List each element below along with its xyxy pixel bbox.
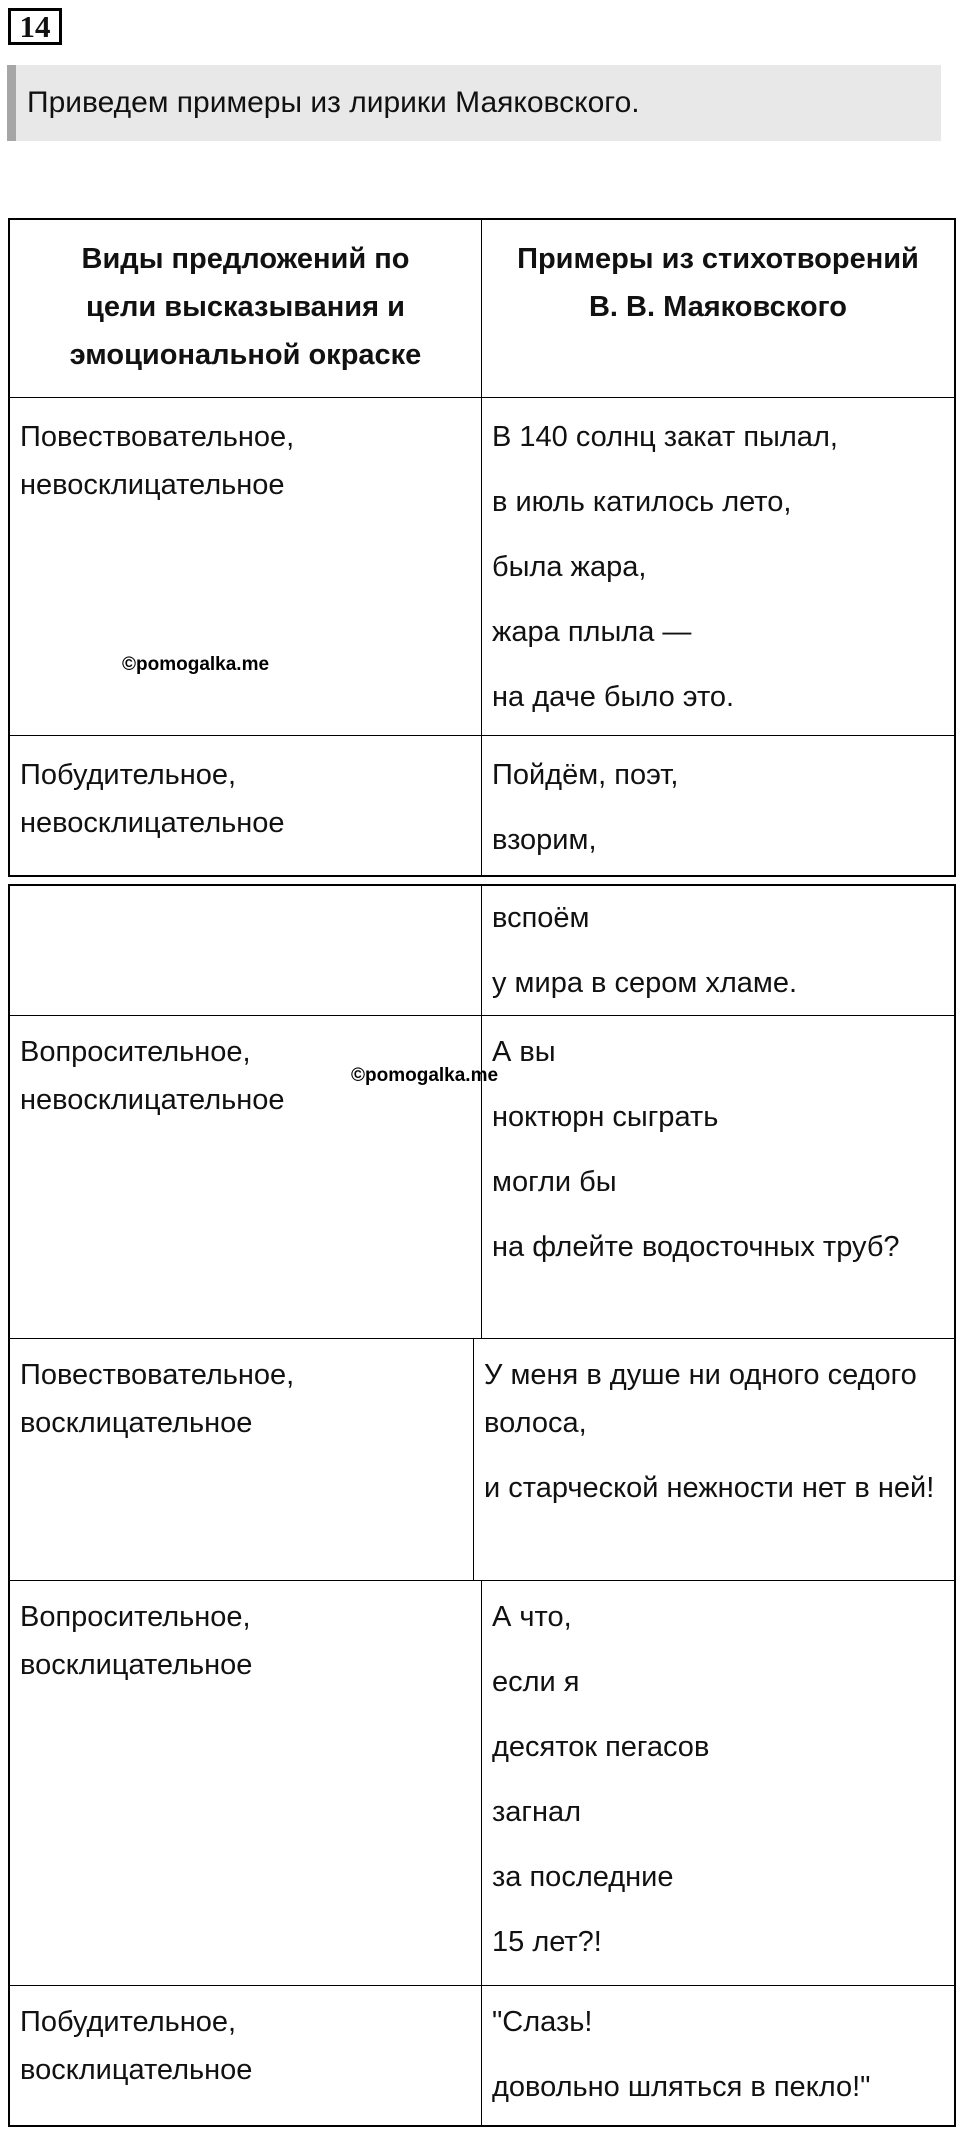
example-cell: [482, 1016, 954, 1338]
table-row: [10, 1985, 954, 2125]
sentence-type-line: невосклицательное: [20, 1084, 285, 1116]
poem-line: Пойдём, поэт,: [492, 759, 679, 791]
intro-callout: [7, 65, 941, 141]
poem-line: В 140 солнц закат пылал,: [492, 421, 838, 453]
example-cell: [482, 398, 954, 735]
sentence-type-line: восклицательное: [20, 1407, 253, 1439]
sentence-type-cell: [10, 1986, 482, 2125]
table-row: [10, 1338, 954, 1580]
example-cell: [482, 1581, 954, 1985]
poem-line: 15 лет?!: [492, 1926, 602, 1958]
sentence-types-table-part-2: [8, 884, 956, 2127]
poem-line: на даче было это.: [492, 681, 735, 713]
sentence-type-line: Вопросительное,: [20, 1601, 251, 1633]
example-cell: [482, 736, 954, 875]
poem-line: У меня в душе ни одного седого волоса,: [484, 1359, 917, 1439]
sentence-type-line: Вопросительное,: [20, 1036, 251, 1068]
sentence-type-line: невосклицательное: [20, 469, 285, 501]
poem-line: жара плыла —: [492, 616, 692, 648]
poem-line: довольно шляться в пекло!": [492, 2071, 871, 2103]
sentence-type-cell-empty: [10, 886, 482, 1015]
sentence-type-line: восклицательное: [20, 2054, 253, 2086]
poem-line: у мира в сером хламе.: [492, 967, 798, 999]
poem-line: если я: [492, 1666, 580, 1698]
header-col-types: [10, 220, 482, 397]
table-row: [10, 886, 954, 1015]
table-row: [10, 1015, 954, 1338]
header-col-types-line: эмоциональной окраске: [69, 339, 422, 371]
header-col-examples-line: В. В. Маяковского: [588, 291, 847, 323]
poem-line: была жара,: [492, 551, 647, 583]
poem-line: "Слазь!: [492, 2006, 593, 2038]
poem-line: ноктюрн сыграть: [492, 1101, 719, 1133]
poem-line: могли бы: [492, 1166, 617, 1198]
poem-line: и старческой нежности нет в ней!: [484, 1472, 935, 1504]
task-number-badge: 14: [8, 8, 62, 45]
header-col-examples-line: Примеры из стихотворений: [517, 243, 919, 275]
sentence-type-line: Побудительное,: [20, 2006, 237, 2038]
header-col-examples: [482, 220, 954, 397]
poem-line: за последние: [492, 1861, 674, 1893]
poem-line: А что,: [492, 1601, 572, 1633]
sentence-type-cell: [10, 1581, 482, 1985]
example-cell: [482, 886, 954, 1015]
sentence-type-cell: [10, 398, 482, 735]
poem-line: вспоём: [492, 902, 590, 934]
sentence-type-cell: [10, 1339, 474, 1580]
watermark-text: ©pomogalka.me: [351, 1065, 499, 1086]
poem-line: в июль катилось лето,: [492, 486, 792, 518]
sentence-type-cell: [10, 736, 482, 875]
header-col-types-line: цели высказывания и: [86, 291, 405, 323]
table-row: [10, 397, 954, 735]
sentence-type-line: восклицательное: [20, 1649, 253, 1681]
header-col-types-line: Виды предложений по: [81, 243, 410, 275]
sentence-types-table-part-1: [8, 218, 956, 877]
table-row: [10, 735, 954, 875]
intro-text: Приведем примеры из лирики Маяковского.: [27, 86, 640, 119]
poem-line: взорим,: [492, 824, 597, 856]
sentence-type-line: Повествовательное,: [20, 421, 295, 453]
table-header-row: [10, 220, 954, 397]
example-cell: [482, 1986, 954, 2125]
poem-line: загнал: [492, 1796, 582, 1828]
example-cell: [474, 1339, 954, 1580]
poem-line: на флейте водосточных труб?: [492, 1231, 900, 1263]
sentence-type-line: Повествовательное,: [20, 1359, 295, 1391]
sentence-type-line: невосклицательное: [20, 807, 285, 839]
sentence-type-line: Побудительное,: [20, 759, 237, 791]
poem-line: А вы: [492, 1036, 556, 1068]
table-row: [10, 1580, 954, 1985]
poem-line: десяток пегасов: [492, 1731, 710, 1763]
watermark-text: ©pomogalka.me: [122, 654, 270, 675]
